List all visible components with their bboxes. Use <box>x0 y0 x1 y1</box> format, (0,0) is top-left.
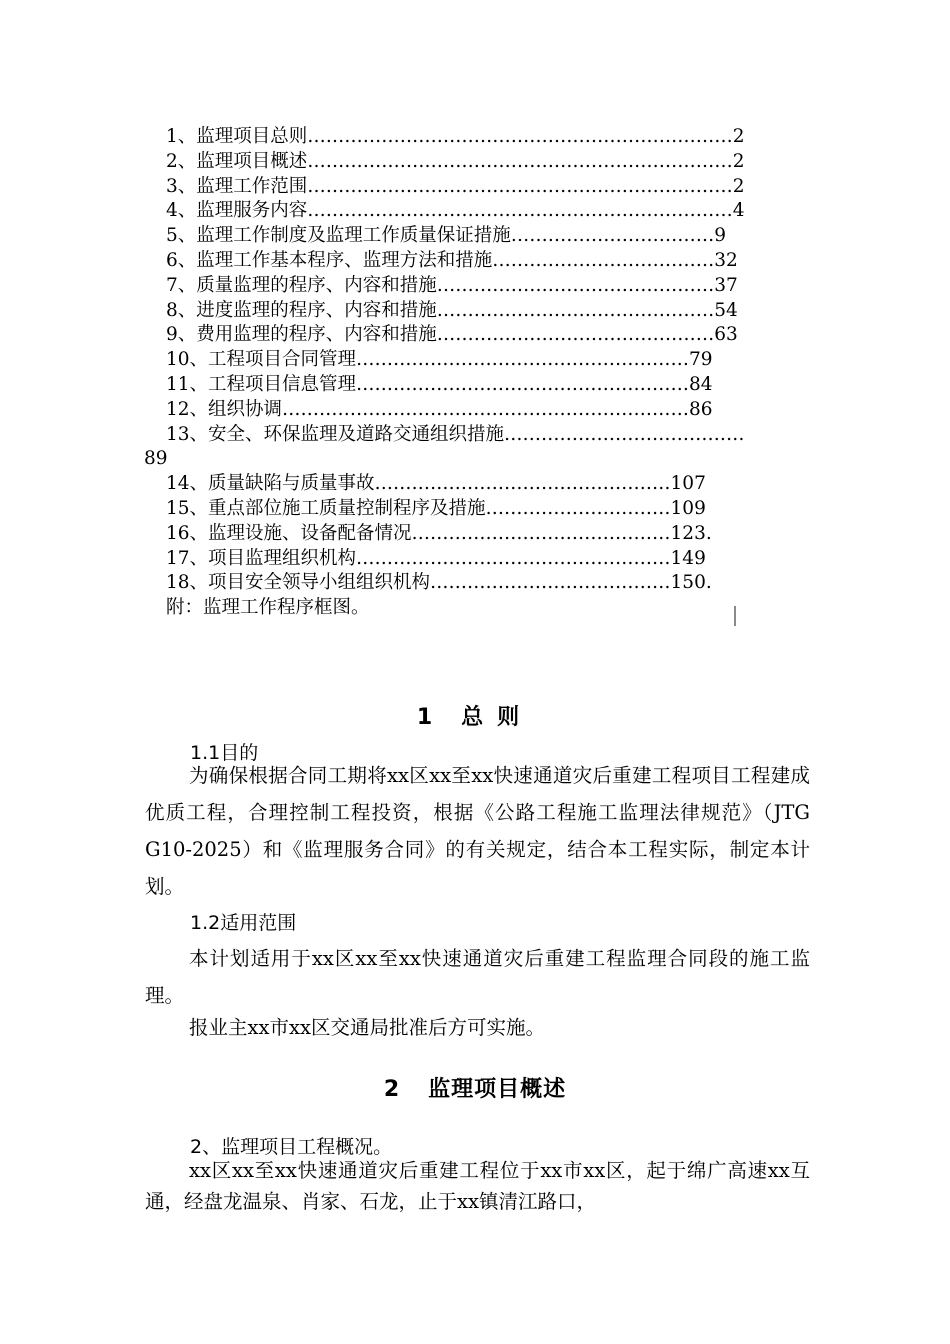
toc-item[interactable]: 16、监理设施、设备配备情况……………………………………123. <box>166 522 712 544</box>
toc-item[interactable]: 10、工程项目合同管理………………………………………………79 <box>166 349 713 371</box>
toc-item[interactable]: 4、监理服务内容……………………………………………………………4 <box>166 200 745 222</box>
subsection-heading: 2、监理项目工程概况。 <box>190 1136 393 1158</box>
toc-item-text: 13、安全、环保监理及道路交通组织措施………………………………… <box>166 423 745 445</box>
toc-item[interactable]: 18、项目安全领导小组组织机构…………………………………150. <box>166 572 712 594</box>
toc-item-wrapped[interactable] <box>144 423 806 473</box>
text-cursor <box>734 606 736 626</box>
toc-item[interactable]: 15、重点部位施工质量控制程序及措施…………………………109 <box>166 497 706 519</box>
toc-item[interactable]: 12、组织协调…………………………………………………………86 <box>166 398 713 420</box>
subsection-heading: 1.1目的 <box>190 742 259 764</box>
section-number: 2 <box>383 1077 401 1102</box>
paragraph: 本计划适用于xx区xx至xx快速通道灾后重建工程监理合同段的施工监理。 <box>145 947 810 1007</box>
paragraph: 为确保根据合同工期将xx区xx至xx快速通道灾后重建工程项目工程建成优质工程，合理控制工程投资，根据《公路工程施工监理法律规范》（JTG G10-2025）和《监理服务合同》的有关规定，结合本工程实际，制定本计划。 <box>145 764 810 898</box>
subsection-heading: 1.2适用范围 <box>190 912 297 934</box>
toc-item[interactable]: 5、监理工作制度及监理工作质量保证措施……………………………9 <box>166 225 727 247</box>
toc-item[interactable]: 1、监理项目总则……………………………………………………………2 <box>166 126 745 147</box>
section-title: 监理项目概述 <box>428 1077 567 1102</box>
table-of-contents <box>144 125 806 621</box>
section-number: 1 <box>416 705 434 730</box>
paragraph: 报业主xx市xx区交通局批准后方可实施。 <box>189 1016 545 1039</box>
toc-item-page: 89 <box>144 448 168 470</box>
toc-item[interactable]: 17、项目监理组织机构……………………………………………149 <box>166 547 706 569</box>
paragraph: xx区xx至xx快速通道灾后重建工程位于xx市xx区，起于绵广高速xx互通，经盘龙温泉、肖家、石龙，止于xx镇清江路口， <box>145 1159 810 1213</box>
section-heading <box>0 1072 950 1103</box>
toc-item[interactable]: 11、工程项目信息管理………………………………………………84 <box>166 373 713 395</box>
section-heading <box>0 700 950 731</box>
toc-item[interactable]: 2、监理项目概述……………………………………………………………2 <box>166 150 745 172</box>
toc-item[interactable]: 6、监理工作基本程序、监理方法和措施………………………………32 <box>166 249 738 271</box>
toc-item[interactable]: 9、费用监理的程序、内容和措施………………………………………63 <box>166 324 738 346</box>
toc-item[interactable]: 7、质量监理的程序、内容和措施………………………………………37 <box>166 274 738 296</box>
toc-item[interactable]: 3、监理工作范围……………………………………………………………2 <box>166 175 745 197</box>
section-title: 总则 <box>461 705 534 730</box>
toc-item[interactable]: 14、质量缺陷与质量事故…………………………………………107 <box>166 473 706 495</box>
toc-item[interactable]: 8、进度监理的程序、内容和措施………………………………………54 <box>166 299 738 321</box>
toc-appendix[interactable]: 附：监理工作程序框图。 <box>166 597 370 619</box>
